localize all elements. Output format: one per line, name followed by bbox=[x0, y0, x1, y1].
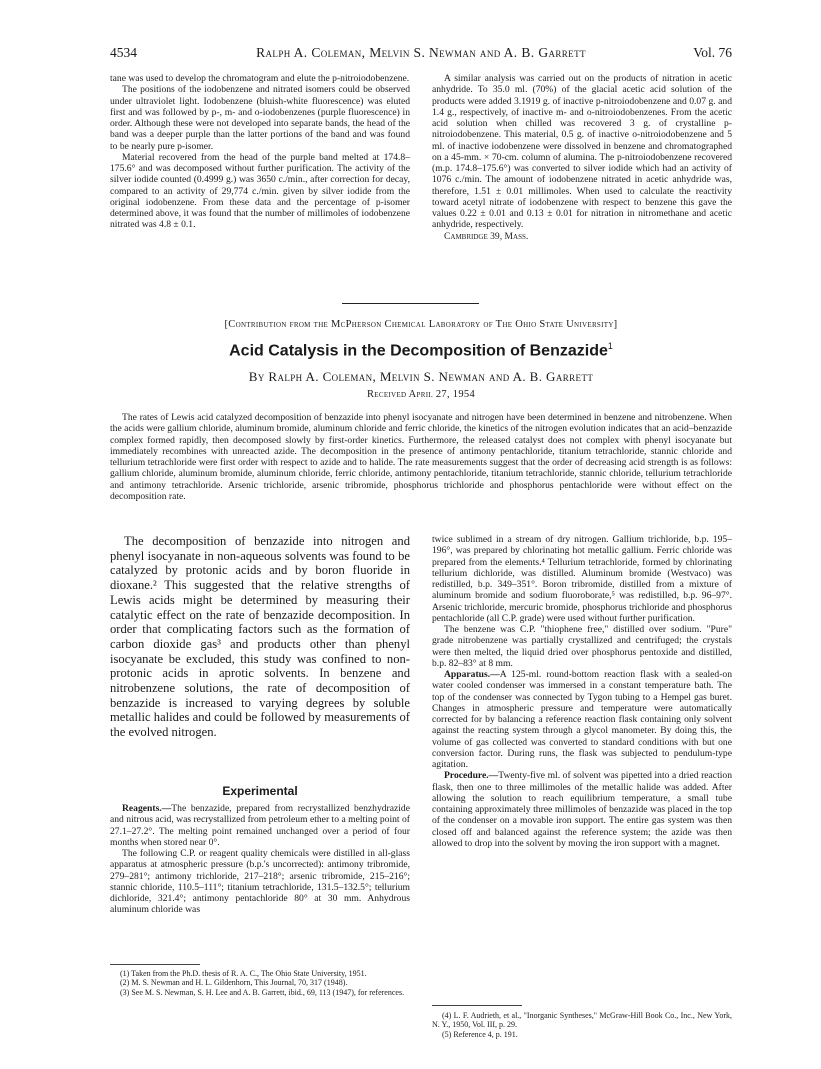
signoff: Cambridge 39, Mass. bbox=[444, 230, 529, 242]
procedure-label: Procedure.— bbox=[444, 770, 499, 782]
procedure-paragraph bbox=[432, 770, 732, 849]
reagents-paragraph bbox=[110, 803, 410, 848]
article-title bbox=[100, 341, 742, 360]
byline: By Ralph A. Coleman, Melvin S. Newman and A. B. Garrett bbox=[248, 369, 594, 384]
experimental-heading: Experimental bbox=[222, 784, 298, 798]
footnote: (2) M. S. Newman and H. L. Gildenhorn, This Journal, 70, 317 (1948). bbox=[120, 978, 348, 988]
reagents-text: The benzazide, prepared from recrystallized benzhydrazide and nitrous acid, was recrystallized from petroleum ether to a melting point of 27.1–27.2°. The melting point remained unchanged over a period of four months when stored near 0°. bbox=[110, 803, 410, 848]
footnote-rule bbox=[432, 1005, 522, 1006]
received-date: Received April 27, 1954 bbox=[366, 389, 475, 400]
footnote: (4) L. F. Audrieth, et al., "Inorganic Syntheses," McGraw-Hill Book Co., Inc., New York, N. Y., 1950, Vol. III, p. 29. bbox=[432, 1011, 732, 1030]
contribution-line: [Contribution from the McPherson Chemical Laboratory of The Ohio State University] bbox=[224, 319, 618, 330]
paragraph: Material recovered from the head of the purple band melted at 174.8–175.6° and was decomposed without further purification. The activity of the silver iodide counted (0.4999 g.) was 3650 c./min., after correction for decay, compared to an activity of 29,774 c./min. given by silver iodide from the original iodobenzene. From these data and the percentage of p-isomer determined above, it was found that the number of millimoles of iodobenzene nitrated was 4.8 ± 0.1. bbox=[110, 151, 410, 231]
footnotes-left bbox=[110, 969, 410, 997]
volume-label: Vol. 76 bbox=[693, 45, 732, 60]
paragraph: The positions of the iodobenzene and nitrated isomers could be observed under ultraviolet light. Iodobenzene (bluish-white fluorescence) was eluted first and was followed by p-, m- and o-iodobenzenes (purple fluorescence) in order. Although these were not developed into separate bands, the head of the band was a deeper purple than the latter portions of the band and was found to be nearly pure p-isomer. bbox=[110, 84, 410, 152]
reagents-label: Reagents.— bbox=[122, 803, 172, 814]
article-title-text: Acid Catalysis in the Decomposition of Benzazide bbox=[229, 342, 608, 360]
page-number: 4534 bbox=[110, 45, 137, 60]
experimental-right-column bbox=[432, 534, 732, 849]
footnote: (1) Taken from the Ph.D. thesis of R. A. C., The Ohio State University, 1951. bbox=[120, 969, 367, 978]
footnotes-right bbox=[432, 1011, 732, 1039]
footnote-rule bbox=[110, 964, 200, 965]
apparatus-paragraph bbox=[432, 669, 732, 770]
running-header bbox=[110, 45, 732, 63]
paragraph: A similar analysis was carried out on the products of nitration in acetic anhydride. To 35.0 ml. (70%) of the glacial acetic acid solution of the products were added 3.1919 g. of inactive p-nitroiodobenzene and 0.07 g. and 1.4 g., respectively, of inactive m- and o-nitroiodobenzenes. From the acetic acid solution when chilled was recovered 3 g. of crystalline p-nitroiodobenzene. This material, 0.5 g. of inactive o-nitroiodobenzene and 5 ml. of inactive iodobenzene were dissolved in benzene and chromatographed on a 45-mm. × 70-cm. column of alumina. The p-nitroiodobenzene recovered (m.p. 174.8–175.6°) was converted to silver iodide which had an activity of 1076 c./min. The amount of iodobenzene nitrated in acetic anhydride was, therefore, 1.51 ± 0.01 millimoles. When used to calculate the reactivity toward acetyl nitrate of iodobenzene with respect to benzene this gave the values 0.22 ± 0.01 and 0.13 ± 0.01 for nitration in nitromethane and acetic anhydride, respectively. bbox=[432, 73, 732, 231]
apparatus-text: A 125-ml. round-bottom reaction flask with a sealed-on water cooled condenser was immersed in a constant temperature bath. The top of the condenser was connected by Tygon tubing to a Hempel gas buret. Changes in atmospheric pressure and temperature were automatically corrected for by balancing a reference reaction flask containing only solvent against the reacting system through a glycol manometer. By doing this, the volume of gas collected was converted to standard conditions with but one conversion factor. During runs, the flask was subjected to pendulum-type agitation. bbox=[432, 669, 732, 770]
title-footnote-mark: 1 bbox=[607, 341, 613, 351]
introduction: The decomposition of benzazide into nitrogen and phenyl isocyanate in non-aqueous solvents was found to be catalyzed by protonic acids and by boron fluoride in dioxane.² This suggested that the relative strengths of Lewis acids might be determined by measuring their catalytic effect on the rate of benzazide decomposition. In order that complicating factors such as the formation of carbon dioxide gas³ and products other than phenyl isocyanate be excluded, this study was confined to non-protonic acids in aprotic solvents. In benzene and nitrobenzene solutions, the rate of decomposition of benzazide is increased to varying degrees by soluble metallic halides and could be followed by measurements of the evolved nitrogen. bbox=[110, 534, 410, 740]
section-divider bbox=[342, 303, 479, 304]
procedure-text: Twenty-five ml. of solvent was pipetted into a dried reaction flask, then one to three millimoles of the metallic halide was added. After allowing the solution to reach equilibrium temperature, a small tube containing approximately three millimoles of benzazide was placed in the top of the condenser on a movable iron support. The entire gas system was then closed off and balanced against the reference system; the azide was then allowed to drop into the solvent by moving the iron support with a magnet. bbox=[432, 770, 732, 849]
footnote: (3) See M. S. Newman, S. H. Lee and A. B. Garrett, ibid., 69, 113 (1947), for references. bbox=[120, 987, 405, 997]
experimental-left-column bbox=[110, 803, 410, 916]
abstract: The rates of Lewis acid catalyzed decomposition of benzazide into phenyl isocyanate and nitrogen have been determined in benzene and nitrobenzene. When the acids were gallium chloride, aluminum bromide, aluminum chloride and ferric chloride, the kinetics of the nitrogen evolution indicates that an acid–benzazide complex formed rapidly, then decomposed slowly by first-order kinetics. Furthermore, the released catalyst does not complex with phenyl isocyanate but immediately recombines with unreacted azide. The decomposition in the presence of antimony pentachloride, titanium tetrachloride, stannic chloride and tellurium tetrachloride were first order with respect to azide and to halide. The rate measurements suggest that the order of decreasing acid strength is as follows: gallium chloride, aluminum bromide, aluminum chloride, ferric chloride, antimony pentachloride, titanium tetrachloride, stannic chloride, tellurium tetrachloride and antimony tetrachloride. Arsenic trichloride, arsenic tribromide, phosphorus trichloride and phosphorus pentachloride were without effect on the decomposition rate. bbox=[110, 412, 732, 502]
previous-article-right-column bbox=[432, 73, 732, 242]
footnote: (5) Reference 4, p. 191. bbox=[442, 1029, 518, 1039]
apparatus-label: Apparatus.— bbox=[444, 669, 500, 680]
running-authors: Ralph A. Coleman, Melvin S. Newman and A. B. Garrett bbox=[256, 45, 586, 60]
paragraph: The benzene was C.P. "thiophene free," distilled over sodium. "Pure" grade nitrobenzene was partially crystallized and centrifuged; the crystals were then melted, the liquid dried over phosphorus pentoxide and distilled, b.p. 82–83° at 8 mm. bbox=[432, 624, 732, 669]
paragraph: tane was used to develop the chromatogram and elute the p-nitroiodobenzene. bbox=[110, 73, 410, 84]
chemicals-paragraph: The following C.P. or reagent quality chemicals were distilled in all-glass apparatus at atmospheric pressure (b.p.'s uncorrected): antimony tribromide, 279–281°; antimony trichloride, 217–218°; arsenic tribromide, 215–216°; stannic chloride, 110.5–111°; titanium tetrachloride, 131.5–132.5°; tellurium dichloride, 321.4°; antimony pentachloride 80° at 30 mm. Anhydrous aluminum chloride was bbox=[110, 848, 410, 916]
paragraph: twice sublimed in a stream of dry nitrogen. Gallium trichloride, b.p. 195–196°, was prepared by chlorinating hot metallic gallium. Ferric chloride was prepared from the elements.⁴ Tellurium tetrachloride, formed by chlorinating tellurium dichloride, was distilled. Aluminum bromide (Westvaco) was redistilled, b.p. 349–351°. Boron tribromide, distilled from a mixture of aluminum bromide and sodium fluoroborate,⁵ was redistilled, b.p. 96–97°. Arsenic trichloride, mercuric bromide, phosphorus trichloride and phosphorus pentachloride (all C.P. grade) were used without further purification. bbox=[432, 534, 732, 624]
previous-article-left-column bbox=[110, 73, 410, 231]
